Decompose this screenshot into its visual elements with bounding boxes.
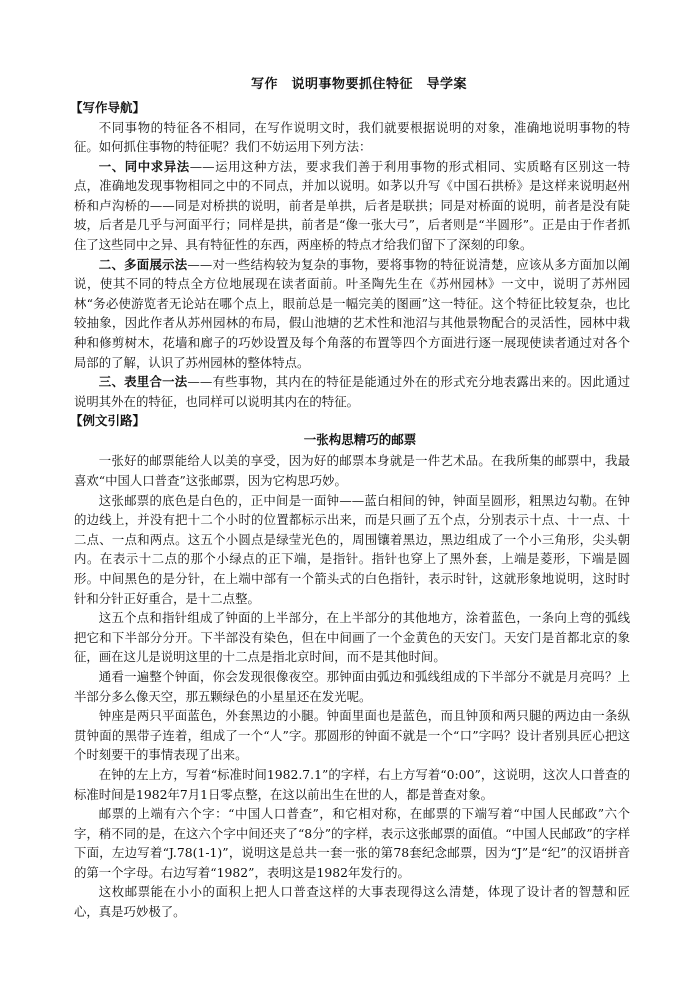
method-2-heading: 二、多面展示法 [98, 256, 188, 272]
essay-paragraph-5: 钟座是两只平面蓝色，外套黑边的小腿。钟面里面也是蓝色，而且钟顶和两只腿的两边由一条纵贯钟面的黑带子连着，组成了一个“人”字。那圆形的钟面不就是一个“口”字吗？设计者别具匠心把这个时刻要干的事情表现了出来。 [74, 708, 630, 763]
guide-intro: 不同事物的特征各不相同，在写作说明文时，我们就要根据说明的对象，准确地说明事物的特征。如何抓住事物的特征呢？我们不妨运用下列方法： [74, 119, 630, 155]
method-3-body: ——有些事物，其内在的特征是能通过外在的形式充分地表露出来的。因此通过说明其外在的特征，也同样可以说明其内在的特征。 [74, 374, 631, 409]
essay-paragraph-2: 这张邮票的底色是白色的，正中间是一面钟——蓝白相间的钟，钟面呈圆形，粗黑边勾勒。在钟的边线上，并没有把十二个小时的位置都标示出来，而是只画了五个点，分别表示十点、十一点、十二点、一点和两点。这五个小圆点是绿莹光色的，周围镶着黑边，黑边组成了一个小三角形，尖头朝内。在表示十二点的那个小绿点的正下端，是指针。指针也穿上了黑外套，上端是菱形，下端是圆形。中间黑色的是分针，在上端中部有一个箭头式的白色指针，表示时针，这就形象地说明，这时时针和分针正好重合，是十二点整。 [74, 492, 630, 606]
method-3-heading: 三、表里合一法 [98, 374, 188, 390]
method-2-body: ——对一些结构较为复杂的事物，要将事物的特征说清楚，应该从多方面加以阐说，使其不同的特点全方位地展现在读者面前。叶圣陶先生在《苏州园林》一文中，说明了苏州园林“务必使游览者无论站在哪个点上，眼前总是一幅完美的图画”这一特征。这个特征比较复杂，也比较抽象，因此作者从苏州园林的布局，假山池塘的艺术性和池沼与其他景物配合的灵活性，园林中栽种和修剪树木，花墙和廊子的巧妙设置及每个角落的布置等四个方面进行逐一展现使读者通过对各个局部的了解，认识了苏州园林的整体特点。 [74, 256, 631, 370]
method-1-heading: 一、同中求异法 [98, 158, 190, 174]
document-page [70, 76, 631, 922]
essay-paragraph-8: 这枚邮票能在小小的面积上把人口普查这样的大事表现得这么清楚，体现了设计者的智慧和匠心，真是巧妙极了。 [74, 884, 630, 920]
method-3-paragraph [74, 372, 630, 411]
section-heading-example: 【例文引路】 [70, 413, 146, 429]
essay-paragraph-1: 一张好的邮票能给人以美的享受，因为好的邮票本身就是一件艺术品。在我所集的邮票中，我最喜欢“中国人口普查”这张邮票，因为它构思巧妙。 [74, 453, 630, 488]
method-1-paragraph [74, 157, 630, 255]
method-1-body: ——运用这种方法，要求我们善于利用事物的形式相同、实质略有区别这一特点，准确地发现事物相同之中的不同点，并加以说明。如茅以升写《中国石拱桥》是这样来说明赵州桥和卢沟桥的——同是对桥拱的说明，前者是单拱，后者是联拱；同是对桥面的说明，前者是没有陡坡，后者是几乎与河面平行；同样是拱，前者是“像一张大弓”，后者则是“半圆形”。正是由于作者抓住了这些同中之异、具有特征性的东西，两座桥的特点才给我们留下了深刻的印象。 [74, 158, 631, 253]
essay-paragraph-7: 邮票的上端有六个字：“中国人口普查”，和它相对称，在邮票的下端写着“中国人民邮政”六个字，稍不同的是，在这六个字中间还夹了“8分”的字样，表示这张邮票的面值。“中国人民邮政”的字样下面，左边写着“J.78(1-1)”，说明这是总共一套一张的第78套纪念邮票，因为“J”是“纪”的汉语拼音的第一个字母。右边写着“1982”，表明这是1982年发行的。 [74, 806, 630, 880]
essay-paragraph-4: 通看一遍整个钟面，你会发现很像夜空。那钟面由弧边和弧线组成的下半部分不就是月亮吗？上半部分多么像天空，那五颗绿色的小星星还在发光呢。 [74, 668, 630, 704]
essay-paragraph-3: 这五个点和指针组成了钟面的上半部分，在上半部分的其他地方，涂着蓝色，一条向上弯的弧线把它和下半部分分开。下半部没有染色，但在中间画了一个金黄色的天安门。天安门是首都北京的象征，画在这儿是说明这里的十二点是指北京时间，而不是其他时间。 [74, 610, 630, 665]
page-title: 写作 说明事物要抓住特征 导学案 [250, 77, 467, 92]
essay-paragraph-6: 在钟的左上方，写着“标准时间1982.7.1”的字样，右上方写着“0:00”，这说明，这次人口普查的标准时间是1982年7月1日零点整，在这以前出生在世的人，都是普查对象。 [74, 766, 630, 802]
method-2-paragraph [74, 255, 630, 373]
section-heading-guide: 【写作导航】 [70, 100, 146, 115]
essay-title: 一张构思精巧的邮票 [303, 431, 417, 447]
